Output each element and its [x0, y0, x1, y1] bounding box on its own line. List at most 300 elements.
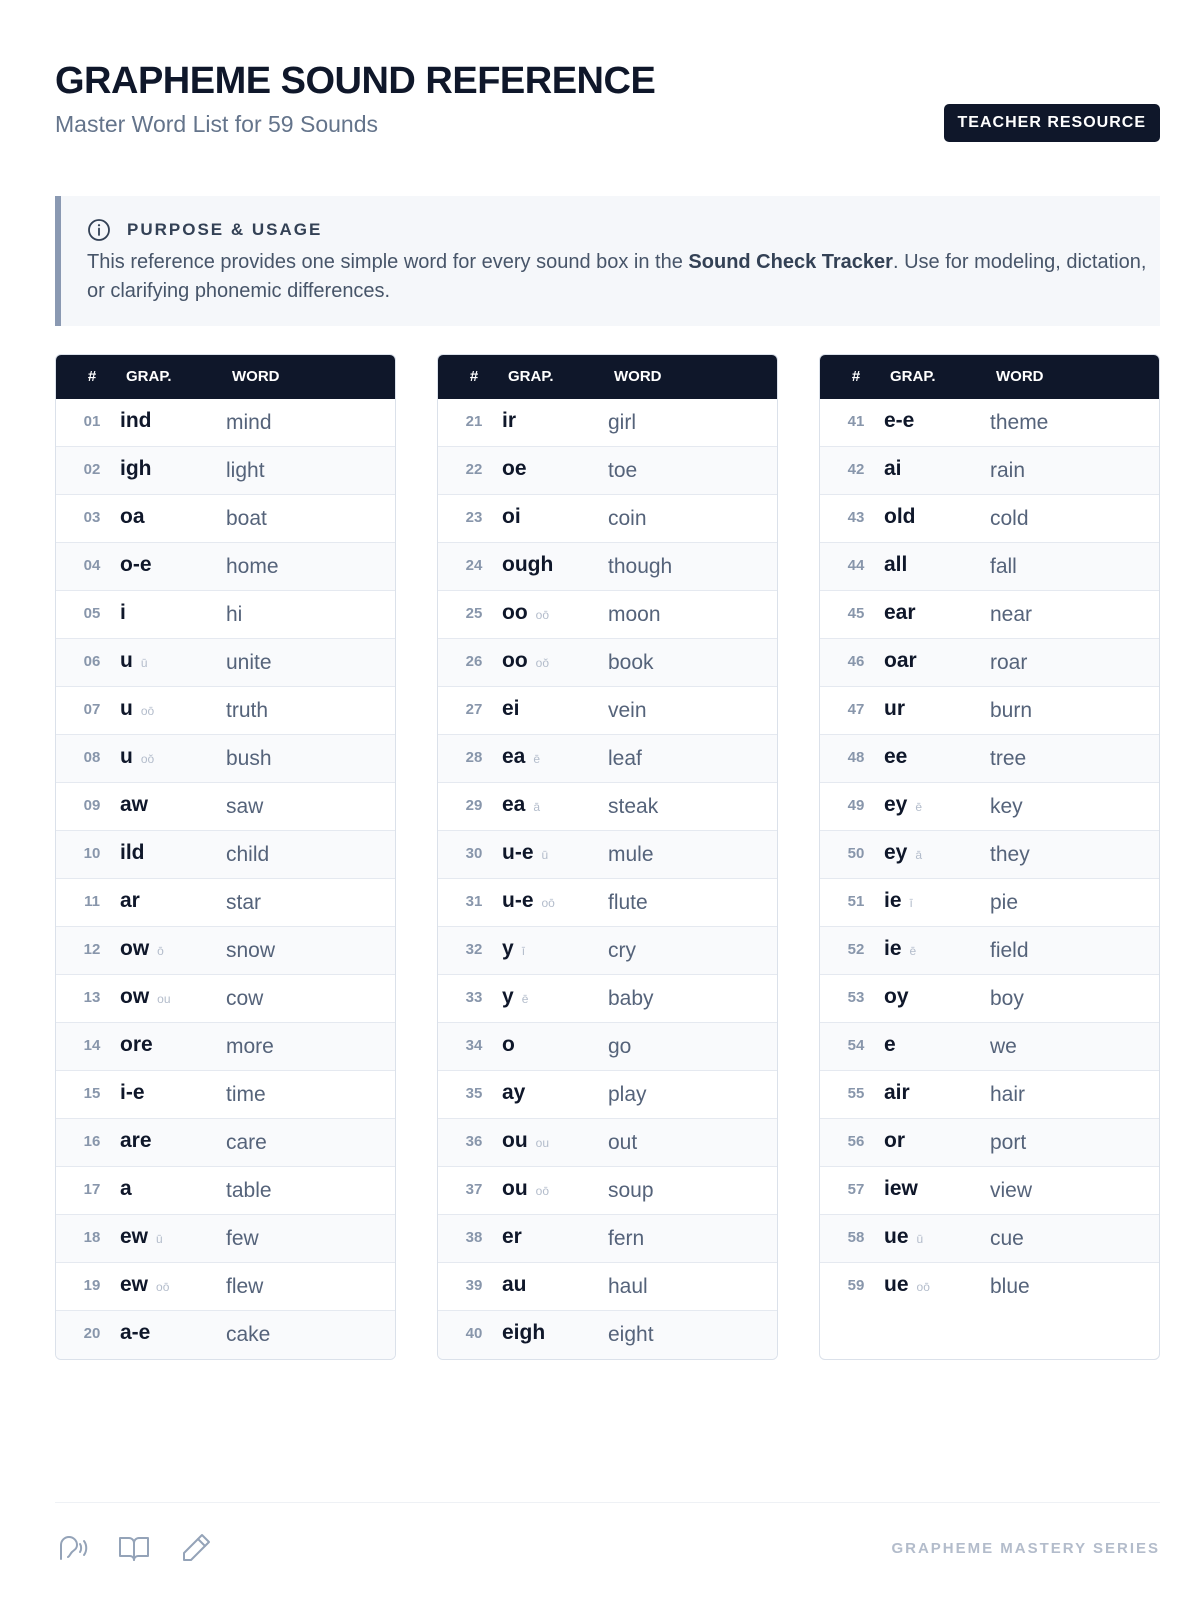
example-word: toe — [608, 459, 638, 482]
row-number: 13 — [83, 989, 101, 1006]
row-number: 31 — [465, 893, 483, 910]
grapheme-cell — [502, 1311, 545, 1355]
table-row — [438, 831, 777, 879]
example-word: light — [226, 459, 265, 482]
grapheme-cell — [120, 495, 145, 539]
row-number: 23 — [465, 509, 483, 526]
table-row — [56, 495, 395, 543]
example-word: tree — [990, 747, 1027, 770]
example-word: go — [608, 1035, 632, 1058]
grapheme-text: u-e — [502, 841, 534, 864]
example-word: near — [990, 603, 1033, 626]
table-row — [438, 399, 777, 447]
pronunciation-mark: ū — [916, 1232, 924, 1246]
pronunciation-mark: ā — [533, 800, 541, 814]
row-number: 12 — [83, 941, 101, 958]
grapheme-text: ie — [884, 937, 902, 960]
table-row — [56, 1167, 395, 1215]
grapheme-cell — [884, 1263, 930, 1309]
grapheme-text: u — [120, 649, 133, 672]
table-row — [820, 447, 1159, 495]
row-number: 50 — [847, 845, 865, 862]
pronunciation-mark: oō — [140, 704, 155, 718]
row-number: 07 — [83, 701, 101, 718]
grapheme-text: y — [502, 937, 514, 960]
row-number: 01 — [83, 413, 101, 430]
grapheme-text: are — [120, 1129, 152, 1152]
table-row — [438, 447, 777, 495]
grapheme-text: ey — [884, 793, 908, 816]
grapheme-cell — [502, 735, 540, 781]
table-row — [820, 735, 1159, 783]
grapheme-text: ur — [884, 697, 905, 720]
row-number: 54 — [847, 1037, 865, 1054]
grapheme-cell — [120, 591, 126, 635]
table-row — [56, 591, 395, 639]
table-row — [820, 543, 1159, 591]
table-row — [56, 783, 395, 831]
table-row — [56, 1263, 395, 1311]
table-row — [56, 735, 395, 783]
row-number: 55 — [847, 1085, 865, 1102]
teacher-resource-badge: TEACHER RESOURCE — [944, 104, 1160, 142]
info-icon — [87, 218, 111, 242]
example-word: boat — [226, 507, 267, 530]
grapheme-text: ou — [502, 1129, 528, 1152]
row-number: 29 — [465, 797, 483, 814]
word-list-tables — [55, 354, 1160, 1360]
table-row — [820, 879, 1159, 927]
row-number: 57 — [847, 1181, 865, 1198]
example-word: view — [990, 1179, 1033, 1202]
example-word: hair — [990, 1083, 1026, 1106]
grapheme-cell — [120, 1071, 145, 1115]
pronunciation-mark: ī — [521, 944, 526, 958]
footer-divider — [55, 1502, 1160, 1503]
grapheme-text: oy — [884, 985, 909, 1008]
table-row — [56, 879, 395, 927]
grapheme-text: air — [884, 1081, 910, 1104]
table-row — [820, 831, 1159, 879]
grapheme-text: ow — [120, 937, 150, 960]
page — [55, 0, 1160, 1600]
grapheme-cell — [502, 1071, 525, 1115]
grapheme-cell — [120, 783, 148, 827]
example-word: child — [226, 843, 270, 866]
grapheme-text: o — [502, 1033, 515, 1056]
example-word: we — [990, 1035, 1017, 1058]
grapheme-cell — [502, 783, 540, 829]
grapheme-cell — [120, 399, 152, 443]
grapheme-cell — [502, 1263, 527, 1307]
row-number: 46 — [847, 653, 865, 670]
grapheme-text: ind — [120, 409, 152, 432]
grapheme-text: er — [502, 1225, 522, 1248]
series-label: GRAPHEME MASTERY SERIES — [891, 1540, 1160, 1557]
table-body — [820, 399, 1159, 1311]
example-word: cow — [226, 987, 264, 1010]
grapheme-text: o-e — [120, 553, 152, 576]
grapheme-text: all — [884, 553, 908, 576]
grapheme-text: oe — [502, 457, 527, 480]
grapheme-text: oo — [502, 649, 528, 672]
grapheme-text: ee — [884, 745, 908, 768]
grapheme-cell — [884, 639, 917, 683]
example-word: girl — [608, 411, 637, 434]
example-word: home — [226, 555, 279, 578]
grapheme-text: u-e — [502, 889, 534, 912]
row-number: 11 — [84, 893, 100, 910]
table-row — [820, 495, 1159, 543]
grapheme-text: ue — [884, 1225, 909, 1248]
grapheme-cell — [884, 1215, 923, 1261]
row-number: 28 — [465, 749, 483, 766]
table-row — [438, 1071, 777, 1119]
table-row — [438, 1167, 777, 1215]
table-row — [820, 1263, 1159, 1311]
table-row — [820, 639, 1159, 687]
row-number: 38 — [465, 1229, 483, 1246]
table-row — [820, 1119, 1159, 1167]
table-row — [438, 543, 777, 591]
pronunciation-mark: ō — [157, 944, 164, 958]
row-number: 36 — [465, 1133, 483, 1150]
row-number: 53 — [847, 989, 865, 1006]
purpose-usage-callout — [55, 196, 1160, 326]
grapheme-text: ore — [120, 1033, 153, 1056]
row-number: 44 — [847, 557, 865, 574]
example-word: steak — [608, 795, 659, 818]
table-row — [438, 639, 777, 687]
row-number: 34 — [465, 1037, 483, 1054]
column-header-grapheme: GRAP. — [890, 368, 936, 385]
example-word: mind — [226, 411, 272, 434]
pronunciation-mark: ū — [140, 656, 148, 670]
pronunciation-mark: oō — [156, 1280, 170, 1294]
example-word: more — [226, 1035, 274, 1058]
table-header — [438, 355, 777, 399]
row-number: 37 — [465, 1181, 483, 1198]
example-word: roar — [990, 651, 1028, 674]
table-header — [820, 355, 1159, 399]
grapheme-cell — [120, 1167, 132, 1211]
example-word: few — [226, 1227, 259, 1250]
example-word: rain — [990, 459, 1026, 482]
callout-text-part: . Use for modeling, dictation, or clarifying phonemic differences. — [87, 251, 1147, 302]
grapheme-cell — [884, 1167, 918, 1211]
table-header — [56, 355, 395, 399]
table-row — [56, 639, 395, 687]
example-word: baby — [608, 987, 654, 1010]
table-row — [56, 687, 395, 735]
grapheme-cell — [502, 447, 527, 491]
page-subtitle: Master Word List for 59 Sounds — [55, 111, 378, 137]
column-header-grapheme: GRAP. — [126, 368, 172, 385]
example-word: leaf — [608, 747, 642, 770]
grapheme-cell — [502, 1167, 549, 1213]
table-row — [56, 399, 395, 447]
grapheme-cell — [120, 735, 154, 781]
example-word: vein — [608, 699, 647, 722]
grapheme-text: ow — [120, 985, 150, 1008]
callout-heading — [87, 218, 322, 242]
pronunciation-mark: oō — [916, 1280, 930, 1294]
grapheme-cell — [884, 1023, 896, 1067]
table-row — [56, 1119, 395, 1167]
word-table-1 — [55, 354, 396, 1360]
grapheme-text: or — [884, 1129, 905, 1152]
pronunciation-mark: ē — [533, 752, 541, 766]
example-word: key — [990, 795, 1023, 818]
column-header-number: # — [851, 368, 861, 385]
grapheme-cell — [502, 543, 553, 587]
table-row — [56, 1023, 395, 1071]
row-number: 22 — [465, 461, 483, 478]
grapheme-cell — [120, 1119, 152, 1163]
row-number: 40 — [465, 1325, 483, 1342]
header — [55, 58, 1160, 168]
grapheme-text: u — [120, 745, 133, 768]
open-book-icon — [117, 1531, 151, 1565]
grapheme-cell — [884, 495, 916, 539]
example-word: haul — [608, 1275, 648, 1298]
grapheme-cell — [884, 399, 914, 443]
example-word: cold — [990, 507, 1029, 530]
row-number: 09 — [83, 797, 101, 814]
row-number: 15 — [83, 1085, 101, 1102]
row-number: 08 — [83, 749, 101, 766]
grapheme-text: oa — [120, 505, 145, 528]
example-word: field — [990, 939, 1029, 962]
grapheme-cell — [884, 831, 922, 877]
table-row — [820, 591, 1159, 639]
example-word: moon — [608, 603, 661, 626]
grapheme-text: oo — [502, 601, 528, 624]
row-number: 02 — [83, 461, 101, 478]
grapheme-cell — [120, 1023, 153, 1067]
grapheme-cell — [502, 639, 549, 685]
example-word: boy — [990, 987, 1024, 1010]
row-number: 03 — [83, 509, 101, 526]
example-word: soup — [608, 1179, 654, 1202]
grapheme-text: ou — [502, 1177, 528, 1200]
grapheme-text: eigh — [502, 1321, 546, 1344]
grapheme-cell — [120, 927, 164, 973]
grapheme-cell — [884, 687, 905, 731]
grapheme-text: ea — [502, 745, 526, 768]
table-row — [438, 735, 777, 783]
grapheme-cell — [120, 975, 171, 1021]
grapheme-text: iew — [884, 1177, 918, 1200]
column-header-number: # — [87, 368, 97, 385]
grapheme-cell — [120, 879, 140, 923]
grapheme-text: a — [120, 1177, 132, 1200]
grapheme-text: ea — [502, 793, 526, 816]
example-word: cry — [608, 939, 636, 962]
row-number: 42 — [847, 461, 865, 478]
grapheme-cell — [502, 495, 521, 539]
row-number: 51 — [847, 893, 865, 910]
grapheme-cell — [502, 879, 555, 925]
row-number: 24 — [465, 557, 483, 574]
table-row — [820, 975, 1159, 1023]
example-word: fern — [608, 1227, 645, 1250]
grapheme-cell — [884, 975, 909, 1019]
grapheme-cell — [884, 591, 916, 635]
row-number: 10 — [83, 845, 101, 862]
row-number: 41 — [847, 413, 865, 430]
grapheme-cell — [884, 1071, 910, 1115]
sound-check-tracker-reference: Sound Check Tracker — [688, 251, 893, 273]
grapheme-cell — [120, 687, 154, 733]
pronunciation-mark: ū — [541, 848, 549, 862]
example-word: time — [226, 1083, 266, 1106]
row-number: 33 — [465, 989, 483, 1006]
pronunciation-mark: ī — [909, 896, 913, 910]
example-word: burn — [990, 699, 1033, 722]
grapheme-text: ar — [120, 889, 140, 912]
grapheme-text: ew — [120, 1225, 149, 1248]
example-word: though — [608, 555, 673, 578]
row-number: 25 — [465, 605, 483, 622]
grapheme-cell — [502, 831, 548, 877]
example-word: flute — [608, 891, 648, 914]
example-word: flew — [226, 1275, 264, 1298]
grapheme-cell — [120, 1311, 150, 1355]
pronunciation-mark: oō — [535, 608, 550, 622]
example-word: cue — [990, 1227, 1024, 1250]
callout-title: PURPOSE & USAGE — [127, 220, 323, 239]
example-word: eight — [608, 1323, 654, 1346]
row-number: 30 — [465, 845, 483, 862]
example-word: theme — [990, 411, 1049, 434]
grapheme-cell — [502, 399, 516, 443]
grapheme-cell — [502, 975, 528, 1021]
callout-text-part: This reference provides one simple word for every sound box in the — [87, 251, 689, 273]
grapheme-cell — [502, 1023, 515, 1067]
table-row — [438, 927, 777, 975]
row-number: 26 — [465, 653, 483, 670]
grapheme-text: oar — [884, 649, 917, 672]
row-number: 39 — [465, 1277, 483, 1294]
row-number: 35 — [465, 1085, 483, 1102]
column-header-number: # — [469, 368, 479, 385]
row-number: 04 — [83, 557, 101, 574]
table-row — [438, 1311, 777, 1359]
table-row — [438, 687, 777, 735]
pronunciation-mark: ē — [915, 800, 923, 814]
row-number: 32 — [465, 941, 483, 958]
table-row — [438, 1023, 777, 1071]
example-word: play — [608, 1083, 647, 1106]
pronunciation-mark: oŏ — [535, 656, 550, 670]
pronunciation-mark: ou — [535, 1136, 550, 1150]
grapheme-text: igh — [120, 457, 152, 480]
grapheme-text: ay — [502, 1081, 526, 1104]
row-number: 47 — [847, 701, 865, 718]
example-word: unite — [226, 651, 272, 674]
example-word: cake — [226, 1323, 271, 1346]
grapheme-text: a-e — [120, 1321, 151, 1344]
table-row — [820, 687, 1159, 735]
row-number: 06 — [83, 653, 101, 670]
example-word: table — [226, 1179, 272, 1202]
example-word: hi — [226, 603, 243, 626]
grapheme-cell — [884, 735, 907, 779]
ear-sound-icon — [55, 1531, 89, 1565]
row-number: 49 — [847, 797, 865, 814]
table-row — [56, 447, 395, 495]
table-row — [820, 1071, 1159, 1119]
table-body — [56, 399, 395, 1359]
row-number: 19 — [83, 1277, 101, 1294]
column-header-grapheme: GRAP. — [508, 368, 554, 385]
table-row — [820, 927, 1159, 975]
table-row — [56, 1215, 395, 1263]
table-row — [438, 1215, 777, 1263]
table-row — [438, 879, 777, 927]
grapheme-cell — [884, 1119, 905, 1163]
pronunciation-mark: ū — [156, 1232, 163, 1246]
column-header-word: WORD — [614, 368, 662, 385]
grapheme-text: oi — [502, 505, 521, 528]
grapheme-text: y — [502, 985, 514, 1008]
example-word: coin — [608, 507, 647, 530]
example-word: pie — [990, 891, 1019, 914]
grapheme-cell — [120, 1215, 163, 1261]
table-body — [438, 399, 777, 1359]
table-row — [820, 1167, 1159, 1215]
grapheme-text: ild — [120, 841, 145, 864]
grapheme-text: u — [120, 697, 133, 720]
grapheme-text: ey — [884, 841, 908, 864]
row-number: 48 — [847, 749, 865, 766]
example-word: they — [990, 843, 1030, 866]
example-word: blue — [990, 1275, 1030, 1298]
grapheme-cell — [502, 687, 520, 731]
grapheme-text: au — [502, 1273, 527, 1296]
grapheme-text: aw — [120, 793, 149, 816]
example-word: saw — [226, 795, 264, 818]
row-number: 27 — [465, 701, 483, 718]
row-number: 16 — [83, 1133, 101, 1150]
pencil-icon — [179, 1531, 213, 1565]
grapheme-text: ie — [884, 889, 902, 912]
example-word: out — [608, 1131, 638, 1154]
grapheme-cell — [502, 1119, 549, 1165]
table-row — [438, 1263, 777, 1311]
grapheme-cell — [502, 1215, 522, 1259]
example-word: snow — [226, 939, 276, 962]
column-header-word: WORD — [996, 368, 1044, 385]
example-word: bush — [226, 747, 272, 770]
table-row — [56, 543, 395, 591]
table-row — [438, 975, 777, 1023]
pronunciation-mark: ā — [915, 848, 923, 862]
row-number: 18 — [83, 1229, 101, 1246]
table-row — [438, 783, 777, 831]
table-row — [56, 1071, 395, 1119]
grapheme-text: ir — [502, 409, 517, 432]
table-row — [438, 1119, 777, 1167]
grapheme-cell — [120, 1263, 169, 1309]
grapheme-cell — [120, 639, 148, 685]
grapheme-cell — [884, 927, 916, 973]
table-row — [820, 783, 1159, 831]
row-number: 21 — [465, 413, 483, 430]
grapheme-text: i — [120, 601, 126, 624]
table-row — [820, 1023, 1159, 1071]
